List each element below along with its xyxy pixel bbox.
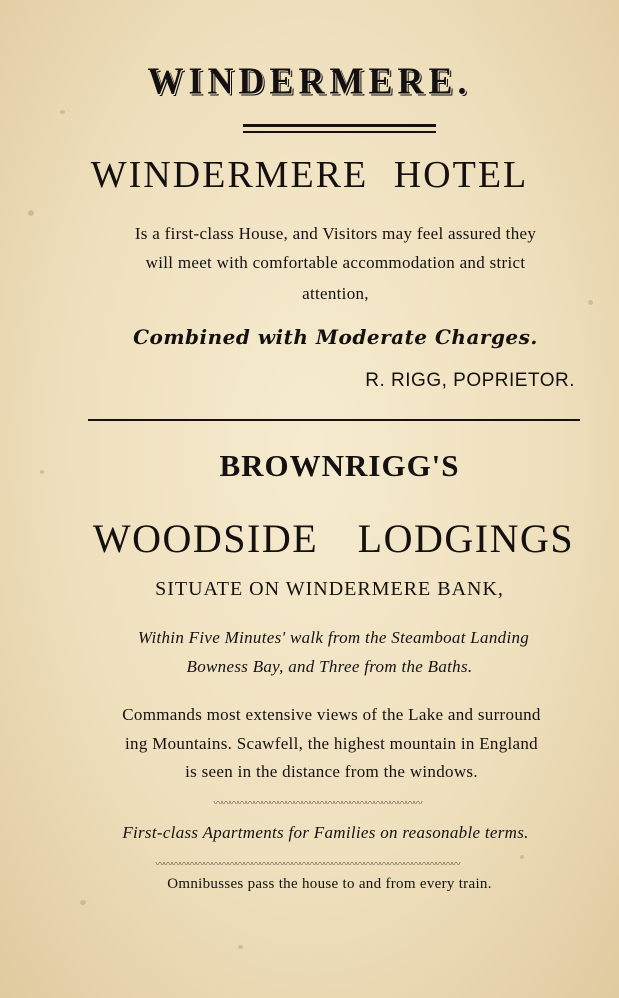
paper-stain <box>60 110 65 114</box>
lodgings-name: WOODSIDE LODGINGS <box>92 516 575 561</box>
wavy-ornament: 〰〰〰〰〰〰〰〰〰〰〰〰〰〰〰〰〰〰〰〰〰〰〰〰〰〰 <box>213 799 422 809</box>
hotel-name: WINDERMERE HOTEL <box>90 154 529 196</box>
hotel-description-line-2: will meet with comfortable accommodation and strict <box>145 253 526 272</box>
hotel-tagline: Combined with Moderate Charges. <box>133 325 538 349</box>
lodgings-location: SITUATE ON WINDERMERE BANK, <box>155 578 504 600</box>
lodgings-omnibus: Omnibusses pass the house to and from every train. <box>167 876 492 892</box>
lodgings-views-line-2: ing Mountains. Scawfell, the highest mountain in England <box>125 734 538 753</box>
double-rule-top <box>243 124 436 127</box>
lodgings-views-line-3: is seen in the distance from the windows. <box>185 762 478 781</box>
lodgings-distance-line-1: Within Five Minutes' walk from the Steamboat Landing <box>137 628 530 647</box>
lodgings-distance-line-2: Bowness Bay, and Three from the Baths. <box>186 657 473 676</box>
ornate-heading: WINDERMERE. <box>147 60 472 102</box>
section-divider <box>88 419 580 421</box>
lodgings-apartments: First-class Apartments for Families on reasonable terms. <box>122 823 529 842</box>
hotel-description-line-1: Is a first-class House, and Visitors may feel assured they <box>134 224 537 243</box>
paper-stain <box>238 945 243 949</box>
hotel-description-line-3: attention, <box>302 284 369 303</box>
paper-stain <box>80 900 86 905</box>
paper-stain <box>28 210 34 216</box>
lodgings-owner: BROWNRIGG'S <box>219 448 460 483</box>
wavy-ornament: 〰〰〰〰〰〰〰〰〰〰〰〰〰〰〰〰〰〰〰〰〰〰〰〰〰〰〰〰〰〰〰〰〰〰〰〰〰〰 <box>155 860 460 870</box>
lodgings-views-line-1: Commands most extensive views of the Lake and surround <box>122 705 541 724</box>
double-rule-bottom <box>243 131 436 133</box>
hotel-proprietor: R. RIGG, POPRIETOR. <box>365 370 575 391</box>
